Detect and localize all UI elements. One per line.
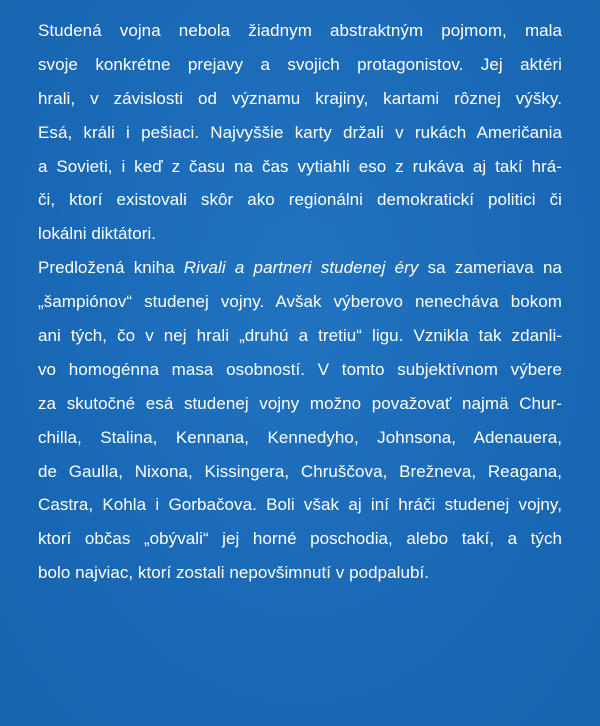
book-title: Rivali a partneri studenej éry — [183, 258, 419, 278]
paragraph-1-line: Esá, králi i pešiaci. Najvyššie karty držali v rukách Američania — [38, 122, 562, 142]
paragraph-1-line: hrali, v závislosti od významu krajiny, kartami rôznej výšky. — [38, 88, 562, 108]
paragraph-2 — [38, 251, 562, 590]
paragraph-2-line: za skutočné esá studenej vojny možno považovať najmä Chur- — [38, 393, 562, 413]
paragraph-2-line: bolo najviac, ktorí zostali nepovšimnutí v podpalubí. — [38, 563, 430, 583]
paragraph-2-line: Castra, Kohla i Gorbačova. Boli však aj iní hráči studenej vojny, — [38, 495, 562, 515]
paragraph-2-line: „šampiónov“ studenej vojny. Avšak výberovo nenecháva bokom — [38, 292, 562, 312]
paragraph-2-line: ani tých, čo v nej hrali „druhú a tretiu“ ligu. Vznikla tak zdanli- — [38, 326, 562, 346]
paragraph-1-line: či, ktorí existovali skôr ako regionálni demokratickí politici či — [38, 190, 562, 210]
paragraph-1-line: a Sovieti, i keď z času na čas vytiahli eso z rukáva aj takí hrá- — [38, 156, 562, 176]
paragraph-2-line: chilla, Stalina, Kennana, Kennedyho, Johnsona, Adenauera, — [38, 427, 562, 447]
paragraph-1 — [38, 14, 562, 251]
cover-text — [38, 14, 562, 590]
intro-text: Predložená kniha — [38, 258, 184, 278]
paragraph-2-line: ktorí občas „obývali“ jej horné poschodia, alebo takí, a tých — [38, 529, 562, 549]
paragraph-2-first-line — [38, 251, 562, 285]
paragraph-1-line: svoje konkrétne prejavy a svojich protagonistov. Jej aktéri — [38, 54, 562, 74]
paragraph-2-line: de Gaulla, Nixona, Kissingera, Chruščova, Brežneva, Reagana, — [38, 461, 562, 481]
paragraph-1-line: Studená vojna nebola žiadnym abstraktným pojmom, mala — [38, 21, 562, 40]
paragraph-1-line: lokálni diktátori. — [38, 224, 157, 244]
intro-continuation: sa zameriava na — [418, 258, 562, 278]
paragraph-2-line: vo homogénna masa osobností. V tomto subjektívnom výbere — [38, 359, 562, 379]
